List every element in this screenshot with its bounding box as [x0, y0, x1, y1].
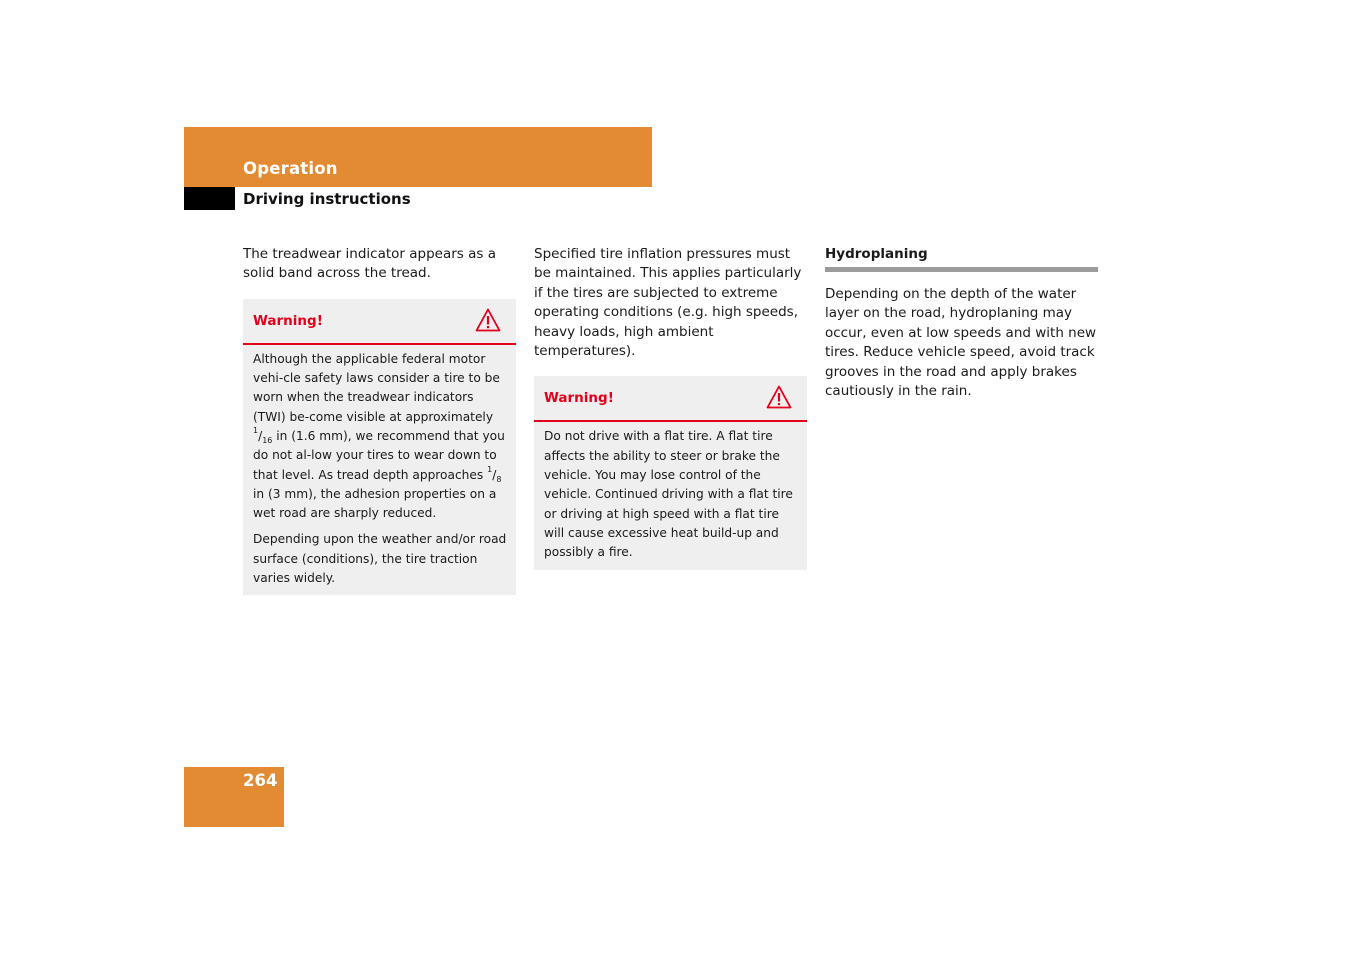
- fraction-denominator: 16: [262, 436, 273, 445]
- warning-text-paragraph: Do not drive with a flat tire. A flat tire affects the ability to steer or brake the vehicle. You may lose control of the vehicle. Continued driving with a flat tire or driving at high speed with a flat tire will cause excessive heat build-up and possibly a fire.: [544, 429, 793, 560]
- page-number: 264: [243, 771, 278, 790]
- column-3: [825, 245, 1098, 401]
- section-marker-tab: [184, 187, 235, 210]
- warning-text-paragraph: [253, 350, 507, 524]
- section-title: Operation: [243, 159, 338, 178]
- treadwear-intro: The treadwear indicator appears as a solid band across the tread.: [243, 246, 497, 282]
- warning-label: Warning!: [544, 390, 614, 407]
- column-2: [534, 245, 807, 570]
- warning-text-part: in (1.6 mm), we recommend that you do not al-low your tires to wear down to that level. As tread depth approaches: [253, 429, 505, 482]
- warning-text-paragraph: Depending upon the weather and/or road surface (conditions), the tire traction varies widely.: [253, 532, 507, 586]
- warning-body: [534, 422, 807, 569]
- warning-label: Warning!: [253, 312, 323, 329]
- hydroplaning-text: Depending on the depth of the water layer on the road, hydroplaning may occur, even at low speeds and with new tires. Reduce vehicle speed, avoid track grooves in the road and apply brakes cautiously in the rain.: [825, 286, 1097, 400]
- inflation-intro: Specified tire inflation pressures must be maintained. This applies particularly if the tires are subjected to extreme operating conditions (e.g. high speeds, heavy loads, high ambient temperatures).: [534, 246, 802, 360]
- fraction-numerator: 1: [253, 426, 259, 435]
- fraction-slash: /: [492, 467, 497, 482]
- header-bar: [184, 127, 652, 187]
- warning-triangle-icon: [475, 308, 501, 332]
- warning-triangle-icon: [766, 385, 792, 409]
- fraction-slash: /: [258, 429, 263, 443]
- fraction-one-eighth: [487, 464, 502, 484]
- warning-header: [243, 299, 516, 345]
- fraction-one-sixteenth: [253, 426, 273, 445]
- warning-header: [534, 376, 807, 422]
- warning-box-flat-tire: [534, 376, 807, 569]
- warning-body: [243, 345, 516, 596]
- column-1: [243, 245, 516, 595]
- fraction-denominator: 8: [496, 474, 502, 484]
- fraction-numerator: 1: [487, 464, 493, 474]
- warning-text-part: Although the applicable federal motor vehi-cle safety laws consider a tire to be worn when the treadwear indicators (TWI) be-come visible at approximately: [253, 351, 500, 424]
- warning-box-treadwear: [243, 299, 516, 596]
- hydroplaning-heading: Hydroplaning: [825, 245, 1098, 272]
- warning-text-part: in (3 mm), the adhesion properties on a wet road are sharply reduced.: [253, 486, 497, 521]
- subsection-title: Driving instructions: [243, 190, 411, 208]
